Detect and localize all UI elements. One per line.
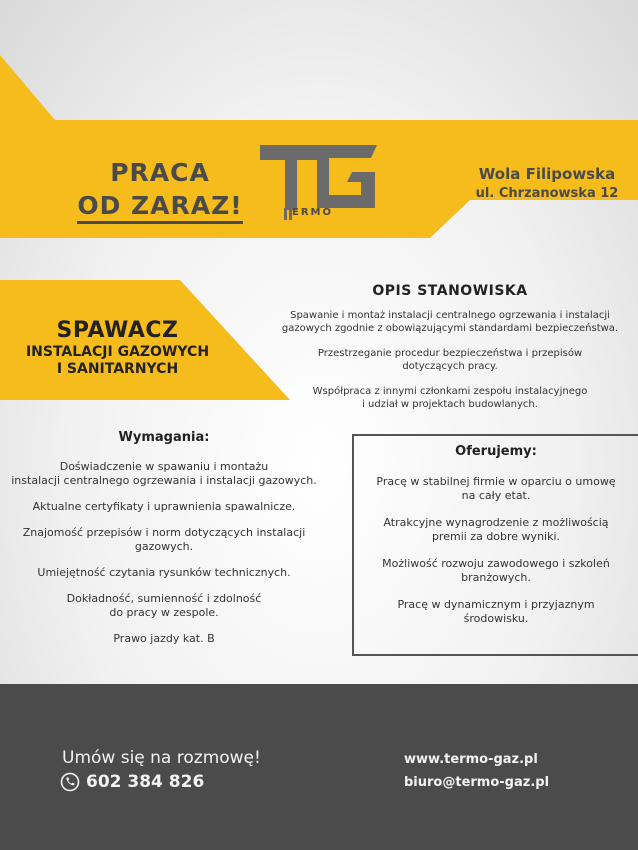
requirement-item: Dokładność, sumienność i zdolność do pracy w zespole. xyxy=(66,592,262,619)
requirement-item: Aktualne certyfikaty i uprawnienia spawalnicze. xyxy=(32,500,296,513)
description-item: Współpraca z innymi członkami zespołu instalacyjnego i udział w projektach budowlanych. xyxy=(312,386,588,410)
offer-item: Pracę w dynamicznym i przyjaznym środowisku. xyxy=(397,598,595,625)
description-item: Przestrzeganie procedur bezpieczeństwa i przepisów dotyczących pracy. xyxy=(317,348,583,372)
offer-item: Możliwość rozwoju zawodowego i szkoleń branżowych. xyxy=(382,557,610,584)
headline xyxy=(60,158,260,224)
offer-heading: Oferujemy: xyxy=(455,444,537,459)
phone-number: 602 384 826 xyxy=(86,772,205,792)
requirements-heading: Wymagania: xyxy=(118,430,210,445)
call-to-action: Umów się na rozmowę! xyxy=(62,748,261,768)
requirement-item: Prawo jazdy kat. B xyxy=(113,632,215,645)
requirement-item: Znajomość przepisów i norm dotyczących instalacji gazowych. xyxy=(22,526,306,553)
job-description xyxy=(280,283,620,423)
offer-item: Atrakcyjne wynagrodzenie z możliwością premii za dobre wyniki. xyxy=(383,516,609,543)
requirement-item: Doświadczenie w spawaniu i montażu instalacji centralnego ogrzewania i instalacji gazowych. xyxy=(11,460,317,487)
location-town: Wola Filipowska xyxy=(478,165,616,183)
description-heading: OPIS STANOWISKA xyxy=(372,283,528,299)
website-link[interactable]: www.termo-gaz.pl xyxy=(404,752,538,767)
requirements-section xyxy=(8,430,320,658)
job-title-main: SPAWACZ xyxy=(56,318,179,343)
offer-section xyxy=(356,444,636,639)
phone-contact[interactable] xyxy=(60,772,204,792)
email-link[interactable]: biuro@termo-gaz.pl xyxy=(404,775,550,790)
description-item: Spawanie i montaż instalacji centralnego ogrzewania i instalacji gazowych zgodnie z obowiązującymi standardami bezpieczeństwa. xyxy=(281,310,619,334)
headline-line2: OD ZARAZ! xyxy=(77,191,242,224)
headline-line1: PRACA xyxy=(110,158,210,187)
requirement-item: Umiejętność czytania rysunków technicznych. xyxy=(37,566,291,579)
logo-text: ERMO xyxy=(292,207,333,218)
location xyxy=(462,165,632,201)
offer-item: Pracę w stabilnej firmie w oparciu o umowę na cały etat. xyxy=(376,475,616,502)
job-title xyxy=(5,318,230,377)
job-subtitle-line2: I SANITARNYCH xyxy=(56,361,179,377)
job-subtitle-line1: INSTALACJI GAZOWYCH xyxy=(25,344,210,360)
location-street: ul. Chrzanowska 12 xyxy=(475,186,619,201)
phone-icon xyxy=(60,772,80,792)
contact-info xyxy=(404,752,549,798)
